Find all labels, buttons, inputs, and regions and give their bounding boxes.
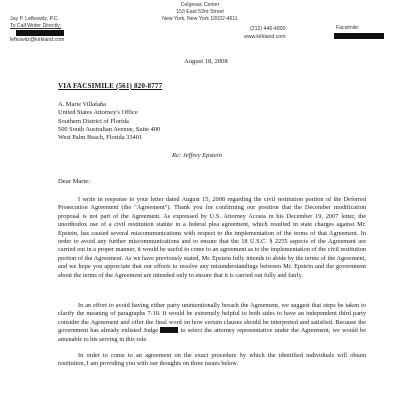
sender-phone-row (10, 30, 120, 37)
recipient-line: 500 South Australian Avenue, Suite 400 (58, 125, 161, 133)
firm-website: www.kirkland.com (244, 34, 286, 40)
firm-phone: (212) 446-4800 (250, 26, 286, 32)
letterhead-center (150, 2, 250, 23)
letter-date: August 18, 2008 (184, 58, 228, 65)
redaction-block (16, 30, 64, 36)
redaction-block (334, 33, 384, 39)
re-line: Re: Jeffrey Epstein (172, 152, 222, 159)
firm-address-line1: 153 East 53rd Street (176, 9, 224, 15)
firm-name: Celgesac Center (180, 2, 220, 8)
firm-address-line2: New York, New York 10022-4611 (162, 16, 238, 22)
recipient-line: West Palm Beach, Florida 33401 (58, 134, 143, 142)
paragraph-2-part-b: to select the attorney representative under the Agreement, we would be amenable to his serving in this role. (58, 327, 367, 343)
salutation: Dear Marie: (58, 178, 91, 185)
letterhead-sender (10, 16, 120, 44)
facsimile-label: Facsimile: (336, 25, 360, 31)
sender-email: lefkowitz@kirkland.com (10, 37, 65, 43)
sender-name: Jay P. Lefkowitz, P.C. (10, 16, 60, 22)
paragraph-1: I write in response to your letter dated August 15, 2008 regarding the civil restitution portion of the Deferred Prosecution Agreement (the "Agreement"). Thank you for confirming our position that the December modification proposal is not part of the Agreement. As expressed by U.S. Attorney Acosta in his December 19, 2007 letter, the unorthodox use of a civil restitution statute in a federal plea agreement, which resulted in state charges against Mr. Epstein, has caused several miscommunications with respect to the implementation of the terms of that Agreement. In order to avoid any further miscommunications and to ensure that the 18 U.S.C. § 2255 aspects of the Agreement are carried out in a proper manner, it would be useful to come to an agreement as to the implementation of the civil restitution portion of the Agreement. As we have previously stated, Mr. Epstein fully intends to abide by the terms of the Agreement, and we hope you appreciate that our efforts to resolve any misunderstandings between Mr. Epstein and the government about the terms of the Agreement are intended only to ensure that it is carried out fully and fairly. (58, 196, 366, 279)
paragraph-3: In order to come to an agreement on the exact procedure by which the identified individuals will obtain restitution, I am providing you with our thoughts on three issues below. (58, 352, 366, 368)
paragraph-2-part-a: In an effort to avoid having either party unintentionally breach the Agreement, we suggest that steps be taken to clarify the meaning of paragraphs 7-10. It would be extremely helpful to both sides to have an independent third party consider the Agreement and offer the final word on how certain clauses should be interpreted and satisfied. Because the government has already enlisted Judge (58, 302, 366, 335)
via-facsimile: VIA FACSIMILE (561) 820-8777 (58, 82, 163, 90)
redaction-block (160, 327, 178, 333)
sender-phone-label: To Call Writer Directly: (10, 23, 62, 29)
recipient-line: United States Attorney's Office (58, 109, 138, 117)
paragraph-2 (58, 302, 366, 344)
recipient-address (58, 101, 160, 142)
recipient-line: Southern District of Florida (58, 117, 129, 125)
recipient-line: A. Marie Villafaña (58, 101, 106, 108)
